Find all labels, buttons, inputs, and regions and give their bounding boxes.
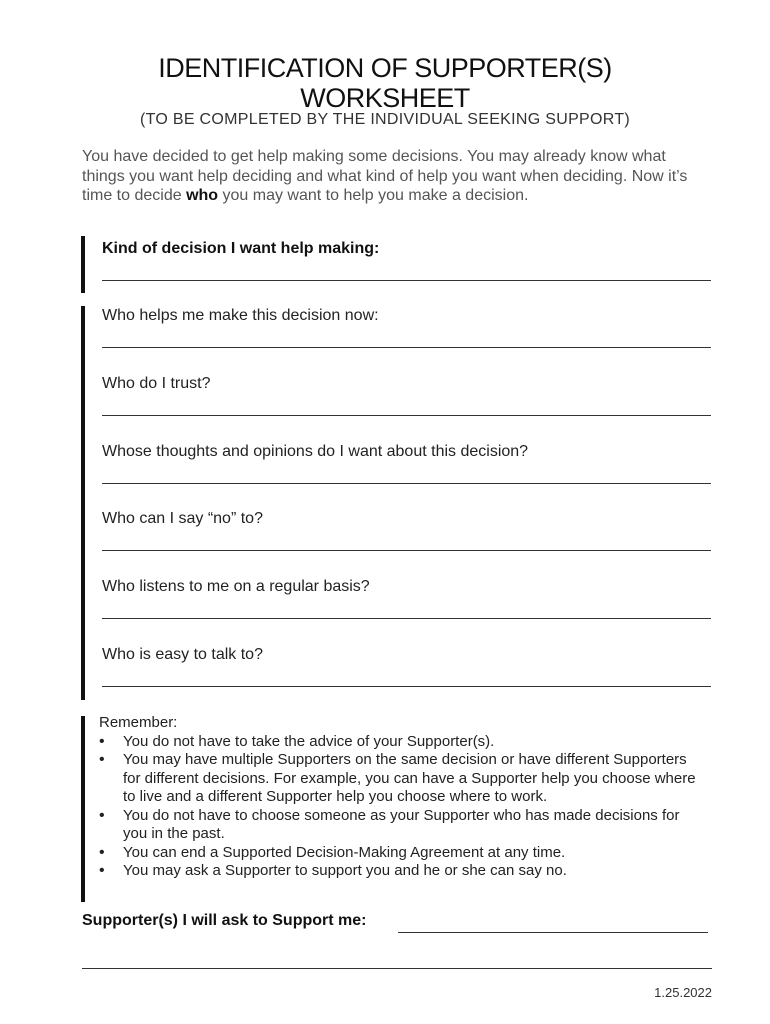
answer-line-who-say-no[interactable]	[102, 550, 711, 551]
question-decision-kind: Kind of decision I want help making:	[102, 240, 380, 257]
remember-box	[99, 714, 699, 881]
remember-item: • You do not have to choose someone as your Supporter who has made decisions for you in the past.	[123, 807, 699, 844]
question-whose-opinions: Whose thoughts and opinions do I want about this decision?	[102, 443, 529, 460]
remember-heading: Remember:	[99, 714, 178, 731]
supporters-label: Supporter(s) I will ask to Support me:	[82, 912, 367, 929]
question-who-helps-now: Who helps me make this decision now:	[102, 307, 379, 324]
page-title: IDENTIFICATION OF SUPPORTER(S)	[158, 53, 612, 83]
answer-line-supporters-extra[interactable]	[82, 968, 712, 969]
answer-line-who-listens[interactable]	[102, 618, 711, 619]
remember-item: • You may have multiple Supporters on the same decision or have different Supporters for different decisions. For example, you can have a Supporter help you choose where to live and a different Supporter help you choose where to work.	[123, 751, 699, 807]
section-bar-remember	[81, 716, 85, 902]
page-subtitle: (TO BE COMPLETED BY THE INDIVIDUAL SEEKING SUPPORT)	[139, 111, 631, 128]
answer-line-whose-opinions[interactable]	[102, 483, 711, 484]
intro-text-start: You have decided to get help making some decisions. You may already know what things you want help deciding and what kind of help you want when deciding. Now it’s time to decide	[82, 148, 688, 204]
answer-line-who-helps-now[interactable]	[102, 347, 711, 348]
question-who-easy-talk: Who is easy to talk to?	[102, 646, 263, 663]
answer-line-who-trust[interactable]	[102, 415, 711, 416]
remember-list	[99, 733, 699, 881]
intro-text-bold: who	[186, 187, 219, 204]
footer-date: 1.25.2022	[654, 985, 712, 1000]
remember-item: • You can end a Supported Decision-Making Agreement at any time.	[123, 844, 699, 863]
question-who-say-no: Who can I say “no” to?	[102, 510, 263, 527]
section-bar-supporters	[81, 306, 85, 700]
answer-line-decision-kind[interactable]	[102, 280, 711, 281]
answer-line-who-easy-talk[interactable]	[102, 686, 711, 687]
answer-line-supporters[interactable]	[398, 932, 708, 933]
question-who-listens: Who listens to me on a regular basis?	[102, 578, 370, 595]
intro-paragraph	[82, 147, 692, 206]
question-who-trust: Who do I trust?	[102, 375, 211, 392]
page-title-line2: WORKSHEET	[300, 83, 470, 113]
section-bar-decision	[81, 236, 85, 293]
intro-text-end: you may want to help you make a decision.	[218, 187, 529, 204]
remember-item: • You may ask a Supporter to support you and he or she can say no.	[123, 862, 699, 881]
remember-item: • You do not have to take the advice of your Supporter(s).	[123, 733, 699, 752]
